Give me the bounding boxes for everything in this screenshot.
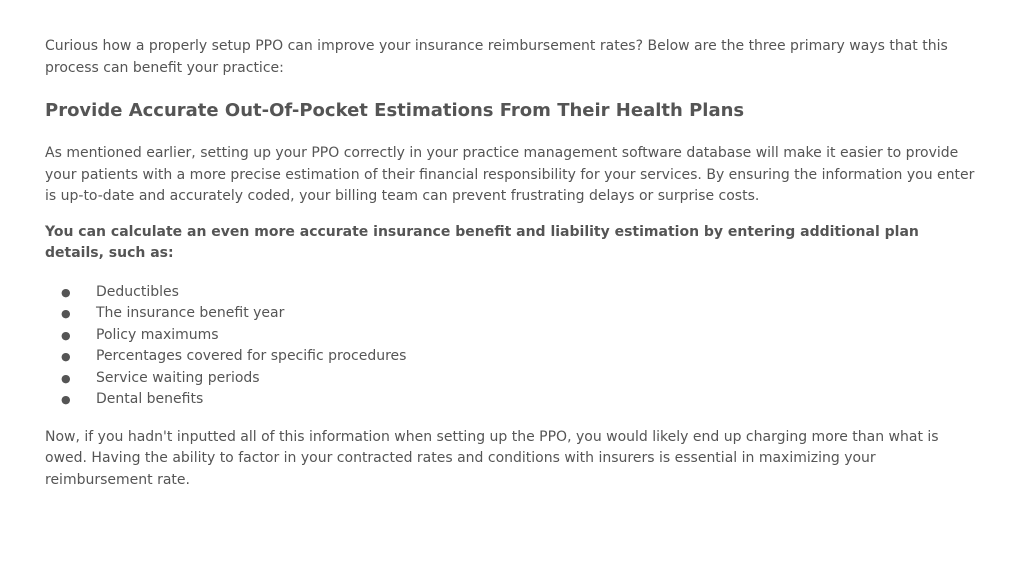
list-item (45, 368, 980, 390)
list-item (45, 325, 980, 347)
bullet-icon: ● (61, 285, 71, 299)
bullet-icon: ● (61, 328, 71, 342)
list-item-text: Deductibles (96, 283, 179, 300)
list-item-text: The insurance benefit year (96, 305, 285, 321)
section-heading: Provide Accurate Out-Of-Pocket Estimations From Their Health Plans (45, 100, 745, 121)
list-item-text: Dental benefits (96, 391, 204, 407)
list-item-text: Percentages covered for specific procedures (96, 348, 407, 364)
list-item (45, 282, 980, 304)
list-item-text: Service waiting periods (96, 369, 260, 386)
list-item-text: Policy maximums (96, 326, 219, 343)
bullet-icon: ● (61, 393, 71, 406)
bullet-icon: ● (61, 371, 71, 385)
list-item (45, 389, 980, 411)
bullet-icon: ● (61, 307, 71, 320)
bullet-icon: ● (61, 350, 71, 363)
body-paragraph-1: As mentioned earlier, setting up your PPO correctly in your practice management software database will make it easier to provide your patients with a more precise estimation of their financial responsibility for your services. By ensuring the information you enter is up-to-date and accurately coded, your billing team can prevent frustrating delays or surprise costs. (45, 145, 975, 204)
body-paragraph-2: Now, if you hadn't inputted all of this information when setting up the PPO, you would likely end up charging more than what is owed. Having the ability to factor in your contracted rates and conditions with insurers is essential in maximizing your reimbursement rate. (45, 428, 939, 488)
plan-details-list (45, 282, 980, 411)
list-item (45, 346, 980, 368)
intro-paragraph: Curious how a properly setup PPO can improve your insurance reimbursement rates? Below are the three primary ways that this process can benefit your practice: (45, 38, 948, 76)
bold-lead-paragraph: You can calculate an even more accurate insurance benefit and liability estimation by entering additional plan details, such as: (45, 223, 919, 261)
list-item (45, 303, 980, 325)
